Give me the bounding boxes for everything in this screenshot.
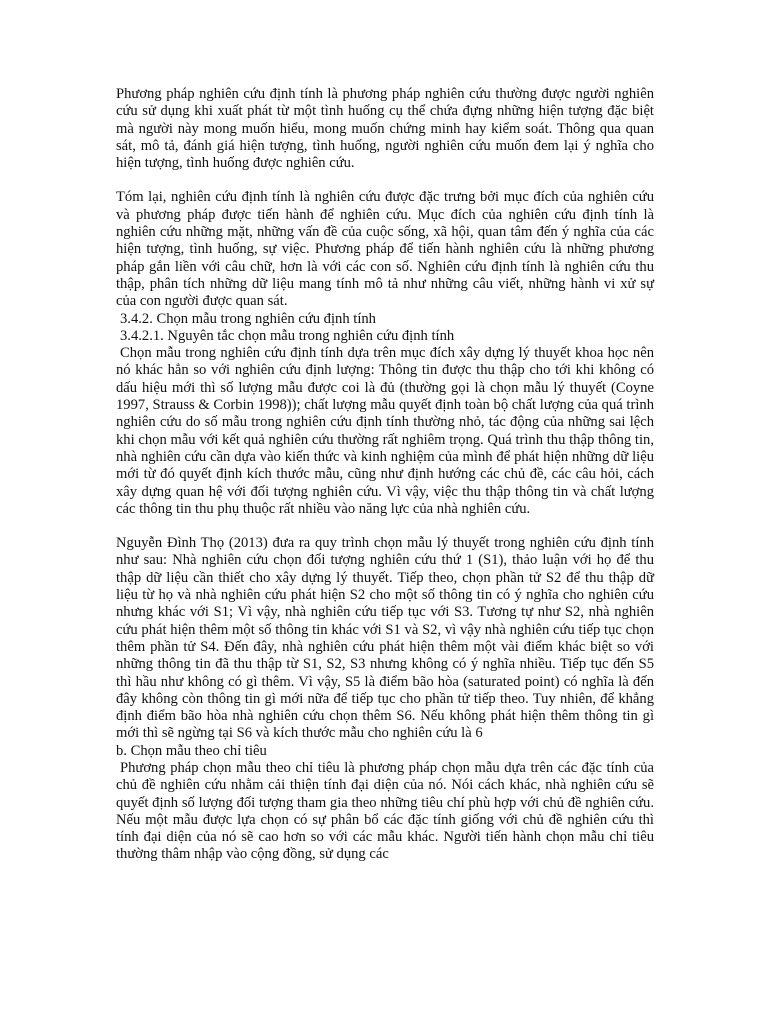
paragraph-summary: Tóm lại, nghiên cứu định tính là nghiên cứu được đặc trưng bởi mục đích của nghiên cứu và phương pháp được tiến hành để nghiên cứu. Mục đích của nghiên cứu định tính là nghiên cứu những mặt, những vấn đề của cuộc sống, xã hội, quan tâm đến ý nghĩa của các hiện tượng, tình huống, sự việc. Phương pháp để tiến hành nghiên cứu là những phương pháp gắn liền với câu chữ, hơn là với các con số. Nghiên cứu định tính là nghiên cứu thu thập, phân tích những dữ liệu mang tính mô tả như những câu viết, những hành vi xử sự của con người được quan sát. (116, 189, 654, 310)
document-page (116, 86, 654, 864)
paragraph-quota-sampling: Phương pháp chọn mẫu theo chỉ tiêu là phương pháp chọn mẫu dựa trên các đặc tính của chủ đề nghiên cứu nhằm cải thiện tính đại diện của nó. Nói cách khác, nhà nghiên cứu sẽ quyết định số lượng đối tượng tham gia theo những tiêu chí phù hợp với chủ đề nghiên cứu. Nếu một mẫu được lựa chọn có sự phân bổ các đặc tính giống với chủ đề nghiên cứu thì tính đại diện của nó sẽ cao hơn so với các mẫu khác. Người tiến hành chọn mẫu chỉ tiêu thường thâm nhập vào cộng đồng, sử dụng các (116, 759, 654, 863)
paragraph-sampling-principles: Chọn mẫu trong nghiên cứu định tính dựa trên mục đích xây dựng lý thuyết khoa học nên nó khác hẳn so với nghiên cứu định lượng: Thông tin được thu thập cho tới khi không có dấu hiệu mới thì số lượng mẫu được coi là đủ (thường gọi là chọn mẫu lý thuyết (Coyne 1997, Strauss & Corbin 1998)); chất lượng mẫu quyết định toàn bộ chất lượng của quá trình nghiên cứu do số mẫu trong nghiên cứu định tính thường nhỏ, tác động của những sai lệch khi chọn mẫu với kết quả nghiên cứu thường rất nghiêm trọng. Quá trình thu thập thông tin, nhà nghiên cứu cần dựa vào kiến thức và kinh nghiệm của mình để phát hiện những dữ liệu mới từ đó quyết định kích thước mẫu, cũng như định hướng các chủ đề, các câu hỏi, cách xây dựng quan hệ với đối tượng nghiên cứu. Vì vậy, việc thu thập thông tin và chất lượng các thông tin thu phụ thuộc rất nhiều vào năng lực của nhà nghiên cứu. (116, 345, 654, 517)
subsection-heading: 3.4.2.1. Nguyên tắc chọn mẫu trong nghiên cứu định tính (120, 327, 455, 344)
section-heading: 3.4.2. Chọn mẫu trong nghiên cứu định tính (120, 310, 376, 327)
subsection-heading-quota: b. Chọn mẫu theo chỉ tiêu (116, 742, 267, 759)
paragraph-sampling-process: Nguyễn Đình Thọ (2013) đưa ra quy trình chọn mẫu lý thuyết trong nghiên cứu định tính như sau: Nhà nghiên cứu chọn đối tượng nghiên cứu thứ 1 (S1), thảo luận với họ để thu thập dữ liệu cần thiết cho xây dựng lý thuyết. Tiếp theo, chọn phần tử S2 để thu thập dữ liệu từ họ và nhà nghiên cứu phát hiện S2 cho một số thông tin có ý nghĩa cho nghiên cứu nhưng khác với S1; Vì vậy, nhà nghiên cứu tiếp tục với S3. Tương tự như S2, nhà nghiên cứu phát hiện thêm một số thông tin khác với S1 và S2, vì vậy nhà nghiên cứu tiếp tục chọn thêm phần tử S4. Đến đây, nhà nghiên cứu phát hiện thêm một vài điểm khác biệt so với những thông tin đã thu thập từ S1, S2, S3 nhưng không có ý nghĩa nhiều. Tiếp tục đến S5 thì hầu như không có gì thêm. Vì vậy, S5 là điểm bão hòa (saturated point) có nghĩa là đến đây không còn thông tin gì mới nữa để tiếp tục cho phần tử tiếp theo. Tuy nhiên, để khẳng định điểm bão hòa nhà nghiên cứu chọn thêm S6. Nếu không phát hiện thêm thông tin gì mới thì sẽ ngừng tại S6 và kích thước mẫu cho nghiên cứu là 6 (116, 535, 654, 742)
paragraph-definition: Phương pháp nghiên cứu định tính là phương pháp nghiên cứu thường được người nghiên cứu sử dụng khi xuất phát từ một tình huống cụ thể chứa đựng những hiện tượng đặc biệt mà người này mong muốn hiểu, mong muốn chứng minh hay kiểm soát. Thông qua quan sát, mô tả, đánh giá hiện tượng, tình huống, người nghiên cứu muốn đem lại ý nghĩa cho hiện tượng, tình huống được nghiên cứu. (116, 86, 654, 172)
